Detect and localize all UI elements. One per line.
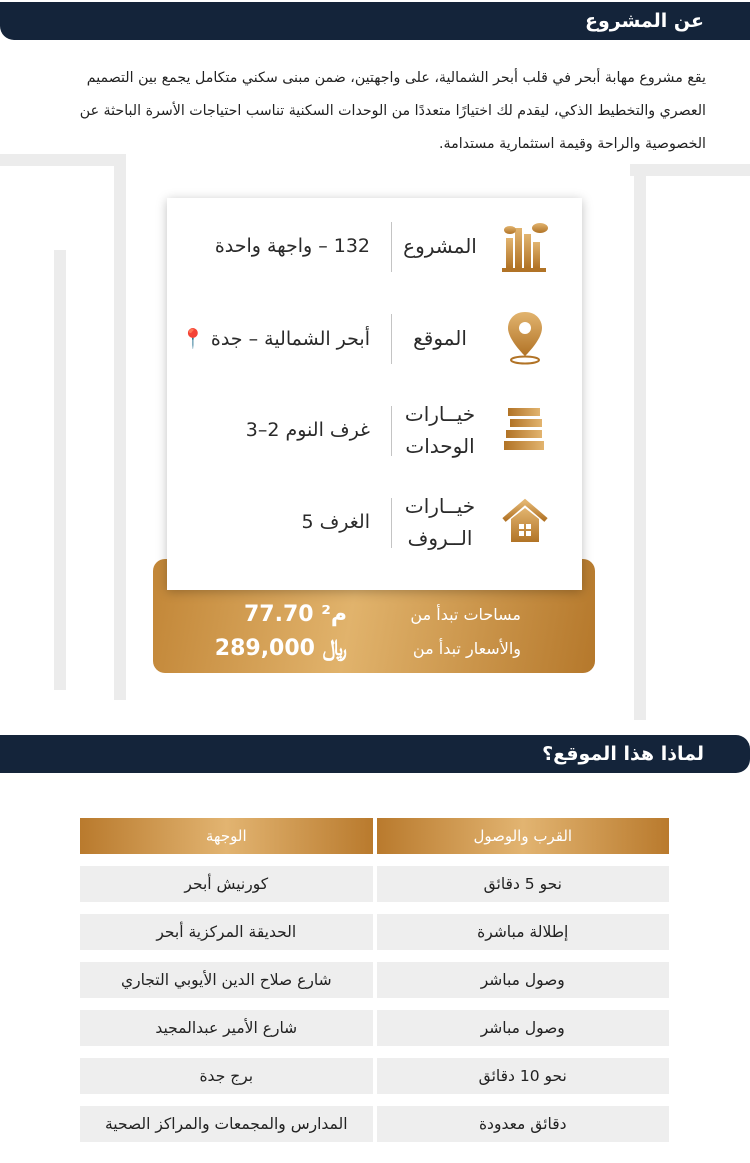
house-icon <box>500 492 550 550</box>
destination-cell: كورنيش أبحر <box>80 866 373 902</box>
stacked-units-icon <box>500 400 550 458</box>
divider <box>391 314 392 364</box>
units-row <box>167 386 582 474</box>
why-title: لماذا هذا الموقع؟ <box>542 743 704 765</box>
destination-cell: المدارس والمجمعات والمراكز الصحية <box>80 1106 373 1142</box>
row-value: الغرف 5 <box>301 511 370 533</box>
buildings-icon <box>500 216 550 274</box>
about-line: الخصوصية والراحة وقيمة استثمارية مستدامة. <box>439 136 706 152</box>
proximity-cell: إطلالة مباشرة <box>377 914 670 950</box>
table-row <box>80 962 669 998</box>
table-row <box>80 1058 669 1094</box>
table-row <box>80 914 669 950</box>
row-label: الموقع <box>413 326 467 350</box>
proximity-cell: دقائق معدودة <box>377 1106 670 1142</box>
price-value: 289,000 ﷼ <box>214 635 347 661</box>
header-destination: الوجهة <box>80 818 373 854</box>
divider <box>391 222 392 272</box>
row-value: أبحر الشمالية – جدة 📍 <box>181 327 370 350</box>
proximity-cell: نحو 5 دقائق <box>377 866 670 902</box>
price-label: والأسعار تبدأ من <box>412 638 521 658</box>
location-row <box>167 294 582 382</box>
about-line: يقع مشروع مهابة أبحر في قلب أبحر الشمالية، على واجهتين، ضمن مبنى سكني متكامل يجمع بين التصميم <box>86 70 706 86</box>
header-proximity: القرب والوصول <box>377 818 670 854</box>
roof-row <box>167 478 582 566</box>
table-row <box>80 1106 669 1142</box>
proximity-cell: نحو 10 دقائق <box>377 1058 670 1094</box>
divider <box>391 498 392 548</box>
price-row <box>153 631 595 665</box>
destination-cell: الحديقة المركزية أبحر <box>80 914 373 950</box>
about-section-header <box>0 2 750 40</box>
area-label: مساحات تبدأ من <box>410 604 521 624</box>
destination-cell: شارع الأمير عبدالمجيد <box>80 1010 373 1046</box>
row-label: الوحدات <box>405 434 475 458</box>
location-table <box>80 818 669 1142</box>
row-value: غرف النوم 2–3 <box>245 419 370 441</box>
row-label: الــروف <box>407 526 473 550</box>
table-row <box>80 866 669 902</box>
destination-cell: شارع صلاح الدين الأيوبي التجاري <box>80 962 373 998</box>
row-label: خيــارات <box>404 494 476 518</box>
why-section-header <box>0 735 750 773</box>
table-row <box>80 1010 669 1046</box>
about-title: عن المشروع <box>584 10 704 32</box>
divider <box>391 406 392 456</box>
about-paragraph <box>44 62 706 161</box>
proximity-cell: وصول مباشر <box>377 962 670 998</box>
about-line: العصري والتخطيط الذكي، ليقدم لك اختيارًا متعددًا من الوحدات السكنية تناسب احتياجات الأسرة الباحثة عن <box>79 103 706 119</box>
row-label: خيــارات <box>404 402 476 426</box>
area-value: 77.70 م² <box>243 601 347 627</box>
location-pin-icon <box>500 308 550 366</box>
proximity-cell: وصول مباشر <box>377 1010 670 1046</box>
area-row <box>153 597 595 631</box>
row-value: 132 – واجهة واحدة <box>214 235 370 257</box>
row-label: المشروع <box>403 234 477 258</box>
project-row <box>167 202 582 290</box>
project-info-card <box>167 198 582 590</box>
table-header <box>80 818 669 854</box>
destination-cell: برج جدة <box>80 1058 373 1094</box>
